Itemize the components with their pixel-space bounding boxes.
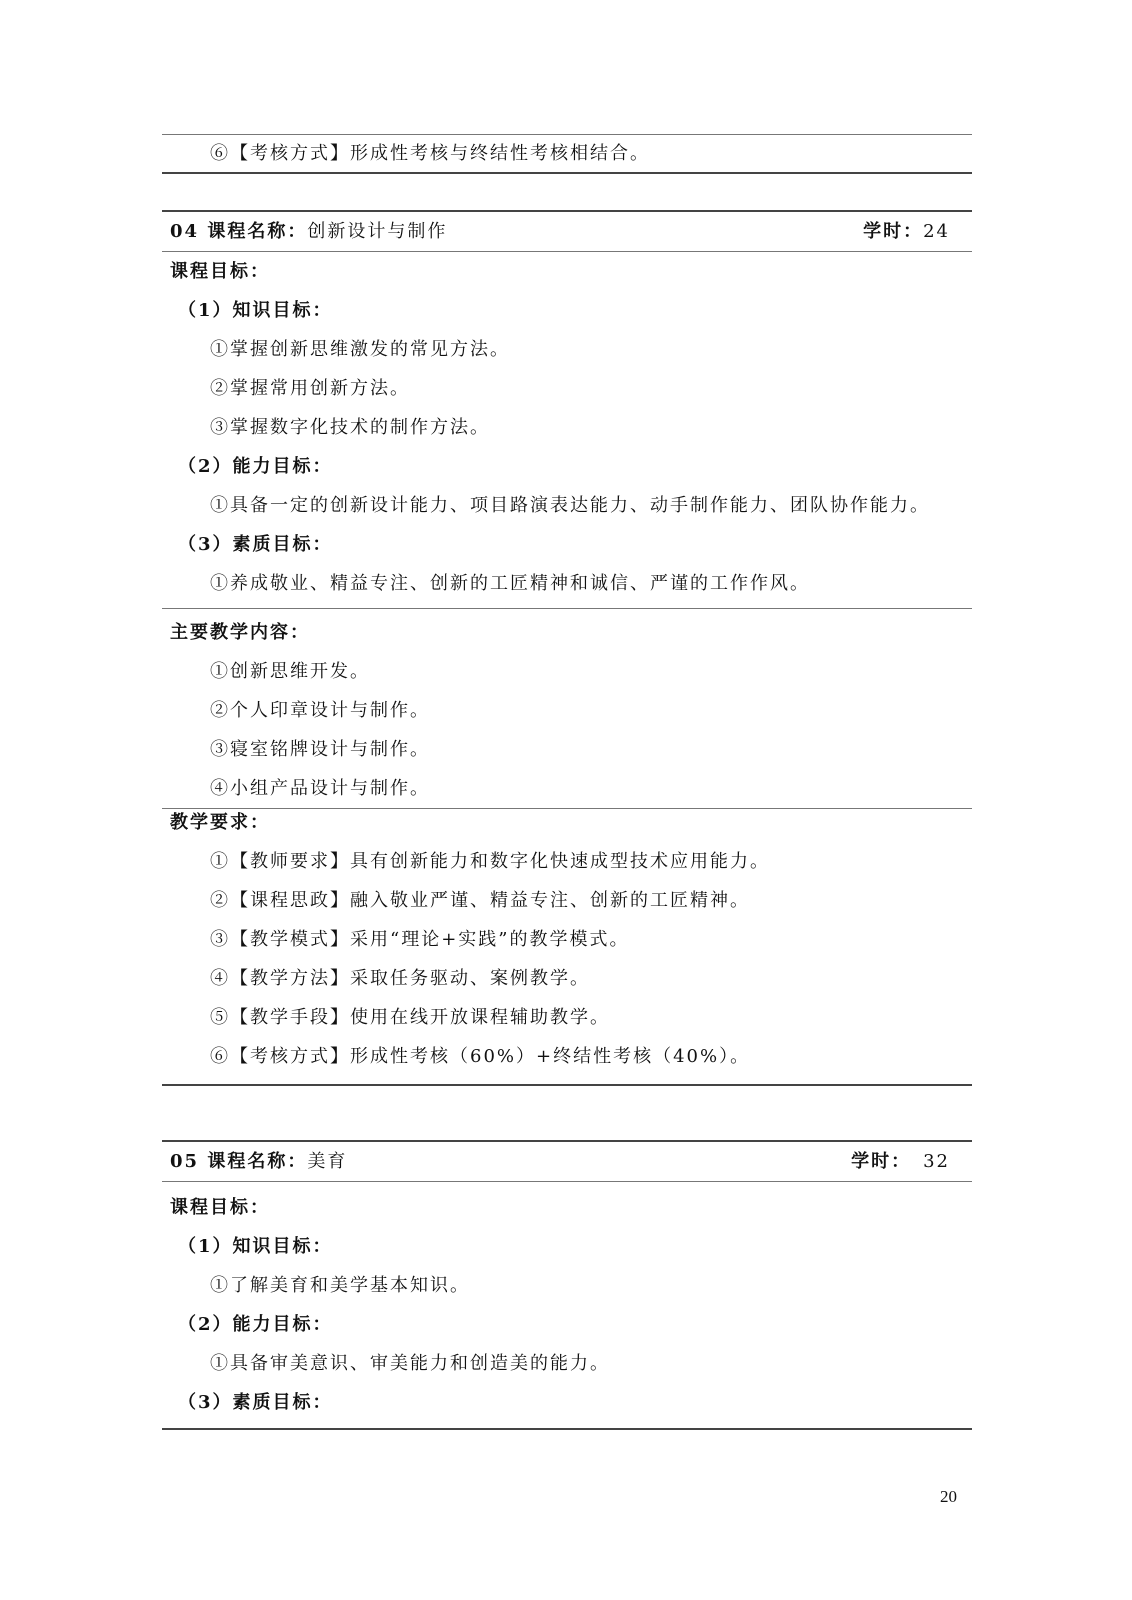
list-item: ①【教师要求】具有创新能力和数字化快速成型技术应用能力。 [210, 851, 770, 872]
list-item: ④小组产品设计与制作。 [210, 778, 430, 799]
list-item: ①养成敬业、精益专注、创新的工匠精神和诚信、严谨的工作作风。 [210, 573, 810, 594]
list-item: ④【教学方法】采取任务驱动、案例教学。 [210, 968, 590, 989]
quality-title: （3）素质目标： [178, 1392, 333, 1413]
table-bottom-rule [162, 1428, 972, 1430]
table-bottom-rule [162, 1084, 972, 1086]
rule [162, 1181, 972, 1182]
goals-title: 课程目标： [170, 261, 270, 282]
list-item: ③掌握数字化技术的制作方法。 [210, 417, 490, 438]
course-04-header [162, 212, 972, 251]
list-item: ①掌握创新思维激发的常见方法。 [210, 339, 510, 360]
list-item: ③寝室铭牌设计与制作。 [210, 739, 430, 760]
ability-title: （2）能力目标： [178, 1314, 333, 1335]
list-item: ②个人印章设计与制作。 [210, 700, 430, 721]
course-name: 美育 [307, 1151, 348, 1172]
course-name-label: 05 课程名称： [170, 1151, 308, 1172]
ability-title: （2）能力目标： [178, 456, 333, 477]
knowledge-title: （1）知识目标： [178, 300, 333, 321]
list-item: ①具备审美意识、审美能力和创造美的能力。 [210, 1353, 610, 1374]
knowledge-title: （1）知识目标： [178, 1236, 333, 1257]
hours-value: 32 [923, 1151, 950, 1172]
list-item: ①了解美育和美学基本知识。 [210, 1275, 470, 1296]
course-05-header [162, 1142, 972, 1181]
prev-course-tail [162, 134, 972, 174]
course-name-label: 04 课程名称： [170, 221, 308, 242]
prev-assessment-item: ⑥【考核方式】形成性考核与终结性考核相结合。 [210, 143, 650, 164]
rule [162, 608, 972, 609]
hours-value: 24 [923, 221, 950, 242]
goals-title: 课程目标： [170, 1197, 270, 1218]
course-05-table [162, 1140, 972, 1430]
requirements-title: 教学要求： [170, 812, 270, 833]
quality-title: （3）素质目标： [178, 534, 333, 555]
course-name: 创新设计与制作 [307, 221, 448, 242]
list-item: ③【教学模式】采用“理论+实践”的教学模式。 [210, 929, 630, 950]
hours-label: 学时： [863, 221, 924, 242]
page-number: 20 [940, 1487, 957, 1506]
list-item: ⑥【考核方式】形成性考核（60%）+终结性考核（40%）。 [210, 1046, 751, 1067]
course-04-table [162, 210, 972, 1086]
hours-label: 学时： [851, 1151, 912, 1172]
list-item: ②掌握常用创新方法。 [210, 378, 410, 399]
list-item: ②【课程思政】融入敬业严谨、精益专注、创新的工匠精神。 [210, 890, 750, 911]
content-title: 主要教学内容： [170, 622, 310, 643]
list-item: ①创新思维开发。 [210, 661, 370, 682]
list-item: ①具备一定的创新设计能力、项目路演表达能力、动手制作能力、团队协作能力。 [210, 495, 930, 516]
list-item: ⑤【教学手段】使用在线开放课程辅助教学。 [210, 1007, 610, 1028]
